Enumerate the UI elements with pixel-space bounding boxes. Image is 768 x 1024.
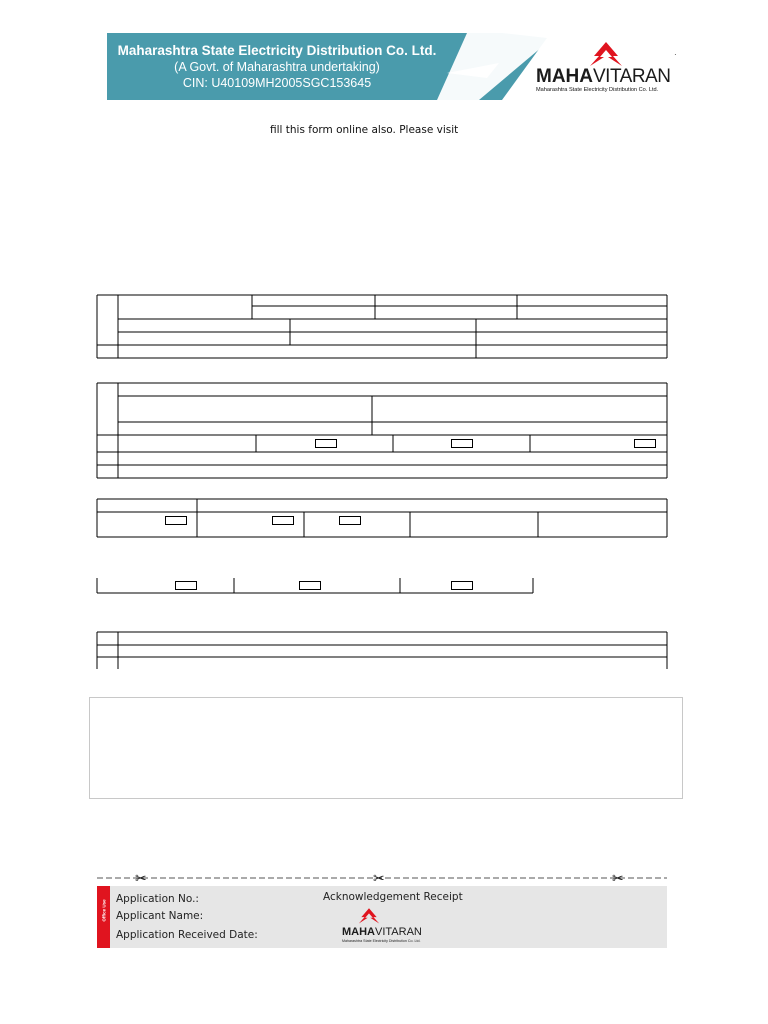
online-note: fill this form online also. Please visit xyxy=(270,124,459,136)
notice-box xyxy=(89,697,683,799)
scissors-icon: ✂ xyxy=(612,870,624,886)
checkbox-6[interactable] xyxy=(339,516,361,525)
company-name: Maharashtra State Electricity Distribution Co. Ltd. xyxy=(117,43,437,58)
brand-name: MAHAVITARAN xyxy=(536,66,671,87)
brand-tagline: Maharashtra State Electricity Distribution Co. Ltd. xyxy=(536,87,659,93)
receipt-brand-name: MAHAVITARAN xyxy=(342,926,422,938)
header-dot: · xyxy=(674,50,677,59)
acknowledgement-receipt xyxy=(97,886,667,948)
office-use-label: Office Use xyxy=(101,899,107,922)
company-subtitle: (A Govt. of Maharashtra undertaking) xyxy=(174,60,380,74)
receipt-brand-tagline: Maharashtra State Electricity Distribution Co. Ltd. xyxy=(342,939,421,943)
office-use-strip xyxy=(97,886,110,948)
company-cin: CIN: U40109MH2005SGC153645 xyxy=(182,76,372,90)
scissors-icon: ✂ xyxy=(135,870,147,886)
checkbox-4[interactable] xyxy=(165,516,187,525)
checkbox-1[interactable] xyxy=(315,439,337,448)
applicant-name-label: Applicant Name: xyxy=(116,910,204,922)
checkbox-9[interactable] xyxy=(451,581,473,590)
checkbox-5[interactable] xyxy=(272,516,294,525)
receipt-logo xyxy=(342,908,432,944)
receipt-title: Acknowledgement Receipt xyxy=(323,891,463,903)
checkbox-2[interactable] xyxy=(451,439,473,448)
checkbox-8[interactable] xyxy=(299,581,321,590)
application-no-label: Application No.: xyxy=(116,893,199,905)
received-date-label: Application Received Date: xyxy=(116,929,258,941)
lightning-logo-icon xyxy=(355,908,383,925)
checkbox-7[interactable] xyxy=(175,581,197,590)
checkbox-3[interactable] xyxy=(634,439,656,448)
scissors-icon: ✂ xyxy=(373,870,385,886)
